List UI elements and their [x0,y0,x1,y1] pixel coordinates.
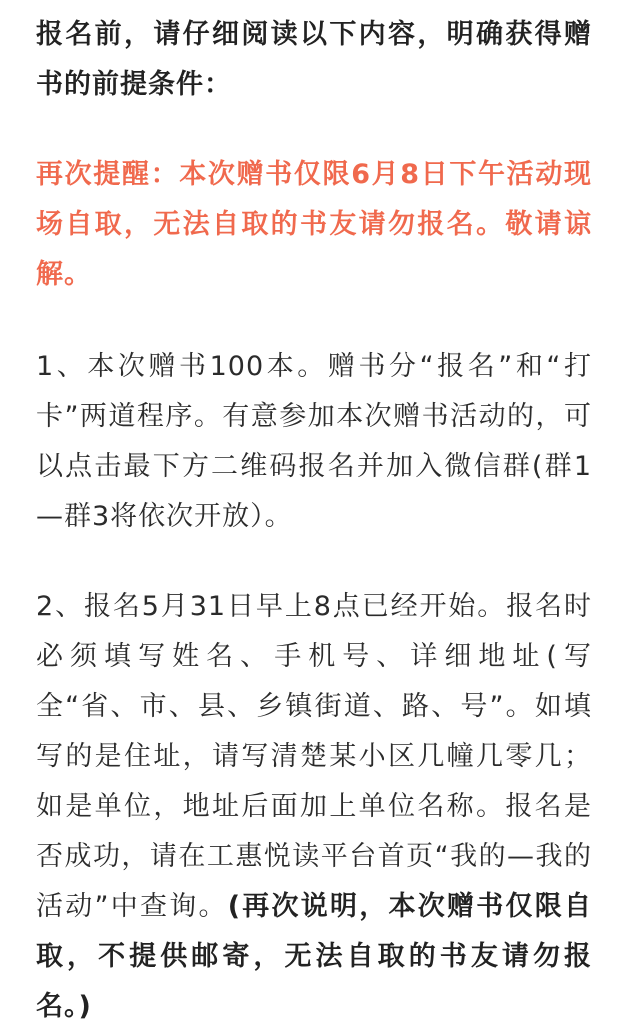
reminder-paragraph: 再次提醒：本次赠书仅限6月8日下午活动现场自取，无法自取的书友请勿报名。敬请谅解。 [36,159,592,290]
intro-paragraph: 报名前，请仔细阅读以下内容，明确获得赠书的前提条件： [36,19,592,100]
paragraph-spacer [36,542,592,582]
point-2-text: 2、报名5月31日早上8点已经开始。报名时必须填写姓名、手机号、详细地址(写全“省、市、县、乡镇街道、路、号”。如填写的是住址，请写清楚某小区几幢几零几；如是单位，地址后面加上单位名称。报名是否成功，请在工惠悦读平台首页“我的—我的活动”中查询。 [36,591,592,922]
paragraph-spacer [36,300,592,342]
point-2-note: (再次说明，本次赠书仅限自取，不提供邮寄，无法自取的书友请勿报名。) [36,891,592,1022]
paragraph-spacer [36,110,592,150]
point-1-paragraph: 1、本次赠书100本。赠书分“报名”和“打卡”两道程序。有意参加本次赠书活动的，可以点击最下方二维码报名并加入微信群(群1—群3将依次开放）。 [36,351,592,532]
point-2-paragraph [36,582,592,1032]
article-body [36,10,592,1032]
